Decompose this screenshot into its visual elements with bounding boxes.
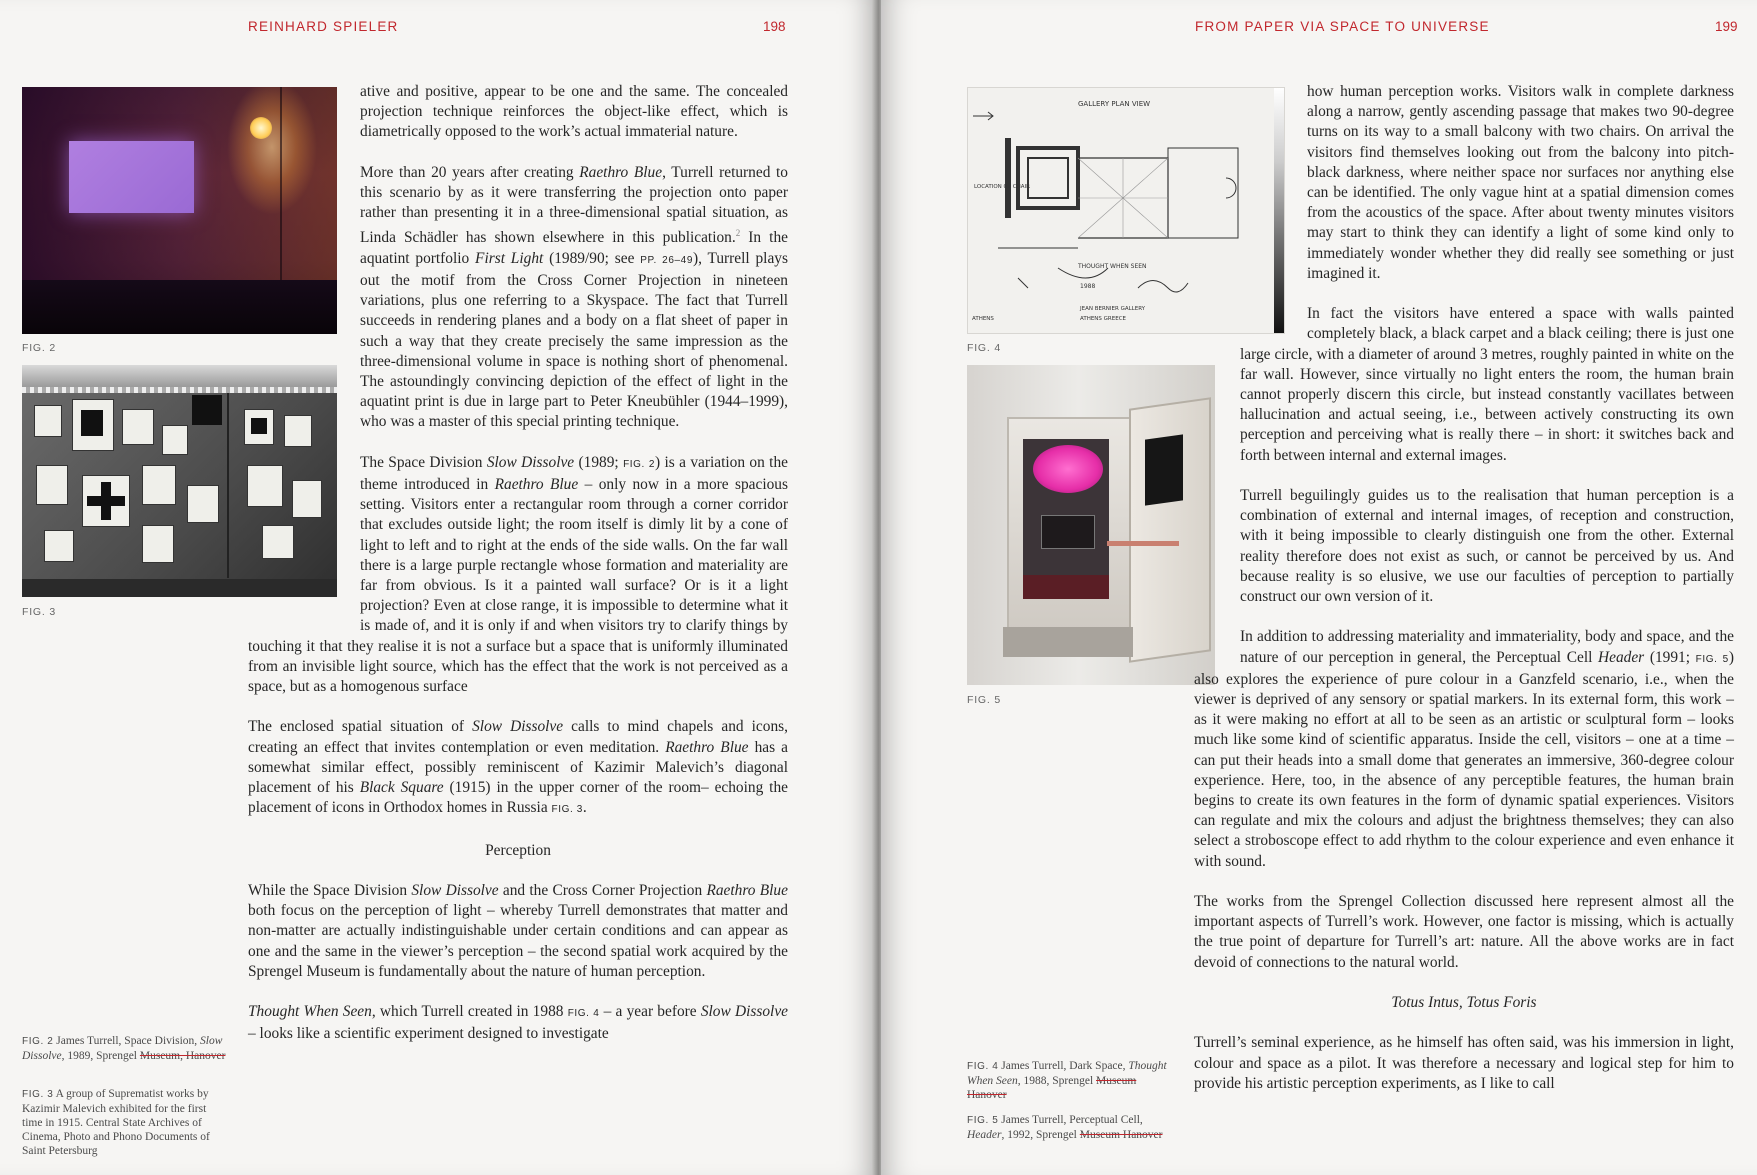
fig4-label: FIG. 4	[967, 342, 1001, 354]
right-page-number: 199	[1715, 19, 1738, 34]
left-paragraph-3: The Space Division Slow Dissolve (1989; FIG. 2) is a variation on the theme introduced in Raethro Blue – only now in a more spacious setting. Visitors enter a rectangular room through a corner corridor that excludes outside light; the room itself is dimly lit by a cone of light to left and to right at the ends of the side walls. On the far wall there is a large purple rectangle whose formation and materiality are far from obvious. Is it a painted wall surface? Or is it a light projection? Even at close range, it is impossible to determine what it is made of, and it is only if and when visitors try to clarify things by touching it that they realise it is not a surface but a space that is uniformly illuminated from an invisible light source, which has the effect that the work is not perceived as a space, but as a homogenous surface	[248, 453, 788, 695]
left-body-text	[248, 82, 788, 1065]
caption-fig3: FIG. 3 A group of Suprematist works by Kazimir Malevich exhibited for the first time in 1915. Central State Archives of Cinema, Photo and Phono Documents of Saint Petersburg	[22, 1088, 210, 1157]
fig5-door-window	[1145, 434, 1183, 505]
fig3-painting	[142, 525, 174, 563]
fig3-painting	[72, 399, 114, 451]
fig3-painting	[122, 409, 154, 445]
fig5-base	[1003, 627, 1133, 657]
fig2-purple-rectangle	[69, 141, 194, 213]
fig4-city: ATHENS GREECE	[1080, 316, 1127, 322]
fig3-room-corner	[227, 393, 229, 578]
left-page-number: 198	[763, 19, 786, 34]
caption-fig2: FIG. 2 James Turrell, Space Division, Slow Dissolve, 1989, Sprengel Museum, Hanover	[22, 1035, 226, 1062]
fig3-black-square	[192, 395, 222, 425]
right-paragraph-2: In fact the visitors have entered a space with walls painted completely black, a black carpet and a black ceiling; there is just one large circle, with a diameter of around 3 metres, roughly painted in white on the far wall. However, since virtually no light enters the room, the human brain cannot properly discern this circle, but instead constantly vacillates between hallucination and actual seeing, i.e., between actively constructing its own perception and perceiving what is really there – in short: it switches back and forth between internal and external images.	[1240, 305, 1734, 464]
fig5-control-panel	[1041, 515, 1095, 549]
right-paragraph-1: how human perception works. Visitors walk in complete darkness along a narrow, gently ascending passage that makes two 90-degree turns on its way to a small balcony with two chairs. On arrival the visitors find themselves looking out from the balcony into pitch-black darkness, where neither space nor surfaces nor anything else can be identified. The only vague hint at a spatial dimension comes from the acoustics of the space. After about twenty minutes visitors may start to think they can identify a light of some kind only to immediately wonder whether they did really see something or just imagined it.	[1307, 83, 1734, 282]
heading-perception: Perception	[485, 841, 551, 859]
left-paragraph-2: More than 20 years after creating Raethro Blue, Turrell returned to this scenario by as it were transferring the projection onto paper rather than presenting it in a three-dimensional spatial situation, as Linda Schädler has shown elsewhere in this publication.$^2$ In the aquatint portfolio First Light (1989/90; see PP. 26–49), Turrell plays out the motif from the Cross Corner Projection in nineteen variations, plus one referring to a Skyspace. The fact that Turrell succeeds in rendering planes and a body on a flat sheet of paper in such a way that they create precisely the same impression as the three-dimensional volume in space is nothing short of phenomenal. The astoundingly convincing depiction of the effect of light in the aquatint print is due in large part to Peter Kneubühler (1944–1999), who was a master of this special printing technique.	[360, 163, 788, 431]
fig5-door-handle	[1107, 541, 1179, 546]
fig4-year: 1988	[1080, 283, 1096, 290]
fig3-label: FIG. 3	[22, 606, 56, 618]
right-paragraph-5: The works from the Sprengel Collection discussed here represent almost all the important aspects of Turrell’s work. However, one factor is missing, which is actually the true point of departure for Turrell’s art: nature. All the above works are in fact devoid of connections to the natural world.	[1194, 893, 1734, 971]
left-running-head: REINHARD SPIELER	[248, 19, 399, 34]
right-body-text	[1194, 82, 1734, 1114]
fig4-left-note: ATHENS	[972, 316, 994, 322]
fig5-image-perceptual-cell	[967, 365, 1215, 685]
left-paragraph-6: Thought When Seen, which Turrell created in 1988 FIG. 4 – a year before Slow Dissolve – looks like a scientific experiment designed to investigate	[248, 1003, 788, 1043]
right-paragraph-3: Turrell beguilingly guides us to the realisation that human perception is a combination of external and internal images, of reception and construction, with it being impossible to clearly distinguish one from the other. External reality therefore does not exist as such, or cannot be perceived by us. And because reality is so elusive, we use our faculties of perception to partially construct our own version of it.	[1240, 487, 1734, 606]
fig4-thought-when-seen: THOUGHT WHEN SEEN	[1078, 263, 1147, 270]
fig3-painting	[187, 485, 219, 523]
caption-fig4: FIG. 4 James Turrell, Dark Space, Thought When Seen, 1988, Sprengel Museum Hanover	[967, 1060, 1167, 1101]
fig5-pink-dome	[1033, 445, 1103, 493]
right-paragraph-4: In addition to addressing materiality and immateriality, body and space, and the nature of our perception in general, the Perceptual Cell Header (1991; FIG. 5) also explores the experience of pure colour in a Ganzfeld scenario, i.e., when the viewer is deprived of any sensory or spatial markers. In its external form, this work – as it were making no effort at all to be seen as an artistic or sculptural form – looks much like some kind of scientific apparatus. Inside the cell, visitors – one at a time – can put their heads into a small dome that generates an immersive, 360-degree colour experience. Here, too, in the absence of any perceptible features, the human brain begins to create its own features in the form of dynamic spatial experiences. Visitors can regulate and mix the colours and adjust the brightness themselves; they can also select a stroboscope effect to add rhythm to the colour experience and even enhance it with sound.	[1194, 628, 1734, 870]
fig3-painting	[82, 475, 130, 527]
fig3-painting	[44, 530, 74, 562]
fig3-painting	[142, 465, 176, 505]
fig5-seat	[1023, 575, 1109, 599]
fig4-gallery-plan-view: GALLERY PLAN VIEW	[1078, 100, 1151, 108]
fig4-gallery-name: JEAN BERNIER GALLERY	[1080, 306, 1146, 312]
fig4-location-of-chair: LOCATION OF CHAIR	[974, 184, 1030, 190]
left-paragraph-1: ative and positive, appear to be one and the same. The concealed projection technique reinforces the object-like effect, which is diametrically opposed to the work’s actual immaterial nature.	[360, 83, 788, 141]
right-page	[881, 0, 1757, 1175]
fig2-label: FIG. 2	[22, 342, 56, 354]
fig3-painting	[162, 425, 188, 455]
left-page	[0, 0, 876, 1175]
caption-fig5: FIG. 5 James Turrell, Perceptual Cell, Header, 1992, Sprengel Museum Hanover	[967, 1114, 1163, 1141]
right-paragraph-6: Turrell’s seminal experience, as he himself has often said, was his immersion in light, colour and space as a pilot. It was therefore a necessary and logical step for him to provide his artistic perception experiments, as I like to call	[1194, 1034, 1734, 1092]
left-paragraph-4: The enclosed spatial situation of Slow Dissolve calls to mind chapels and icons, creating an effect that invites contemplation or even meditation. Raethro Blue has a somewhat similar effect, possibly reminiscent of Kazimir Malevich’s diagonal placement of his Black Square (1915) in the upper corner of the room– echoing the placement of icons in Orthodox homes in Russia FIG. 3.	[248, 718, 788, 817]
heading-totus-intus: Totus Intus, Totus Foris	[1391, 994, 1537, 1012]
fig3-painting	[34, 405, 62, 437]
fig3-painting	[36, 465, 68, 505]
left-paragraph-5: While the Space Division Slow Dissolve and the Cross Corner Projection Raethro Blue both focus on the perception of light – whereby Turrell demonstrates that matter and non-matter are actually indistinguishable under certain conditions and can appear as one and the same in the viewer’s perception – the second spatial work acquired by the Sprengel Museum is fundamentally about the nature of human perception.	[248, 881, 788, 980]
right-running-head: FROM PAPER VIA SPACE TO UNIVERSE	[1195, 19, 1490, 34]
fig5-label: FIG. 5	[967, 694, 1001, 706]
